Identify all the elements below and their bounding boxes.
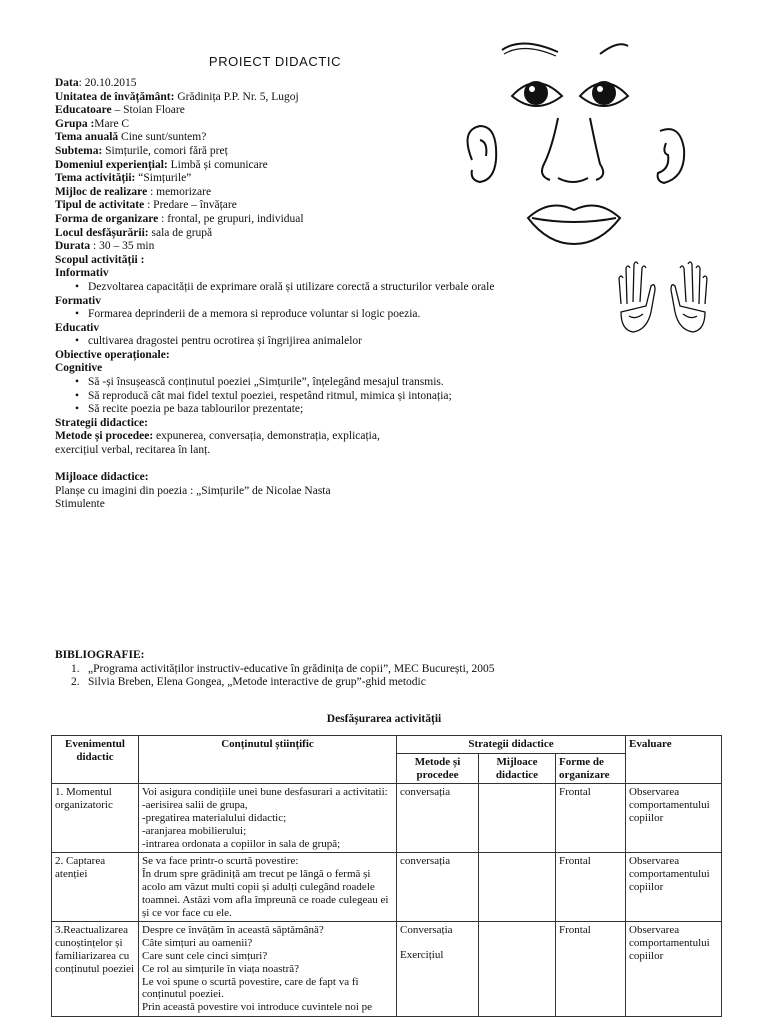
cognitive-item: • Să recite poezia pe baza tablourilor prezentate; <box>55 403 615 417</box>
cell-metode: conversația <box>397 853 479 922</box>
mijloace-line2: Stimulente <box>55 498 105 511</box>
informativ-heading: Informativ <box>55 267 109 280</box>
info-value: Limbă și comunicare <box>167 158 268 171</box>
table-row <box>52 784 722 853</box>
formativ-item: • Formarea deprinderii de a memora si reproduce voluntar si logic poezia. <box>55 308 615 322</box>
cognitive-heading: Cognitive <box>55 362 103 375</box>
info-value: “Simțurile” <box>135 172 192 185</box>
col-eveniment: Evenimentul didactic <box>52 736 139 784</box>
info-value: Mare C <box>94 117 130 130</box>
cell-evaluare: Observarea comportamentului copiilor <box>626 922 722 1017</box>
col-forme: Forme de organizare <box>556 753 626 784</box>
info-row <box>55 118 615 132</box>
info-row <box>55 186 615 200</box>
metode-label: Metode și procedee: <box>55 430 154 443</box>
info-label: Data <box>55 77 79 89</box>
col-strategii: Strategii didactice <box>397 736 626 754</box>
cell-forme: Frontal <box>556 853 626 922</box>
cell-mijloace <box>479 922 556 1017</box>
bibliografie-item: 2. Silvia Breben, Elena Gongea, „Metode interactive de grup”-ghid metodic <box>71 676 426 689</box>
info-label: Tema activității: <box>55 172 136 185</box>
bibliografie-heading: BIBLIOGRAFIE: <box>55 649 145 661</box>
cell-mijloace <box>479 784 556 853</box>
cell-continut: Voi asigura condițiile unei bune desfasurari a activitatii: -aerisirea salii de grupa, -pregatirea materialului didactic; -aranjarea mobilierului; -intrarea ordonata a copiilor in sala de grupă; <box>139 784 397 853</box>
info-row <box>55 199 615 213</box>
activity-table <box>51 735 722 1017</box>
formativ-heading: Formativ <box>55 294 101 307</box>
info-row <box>55 172 615 186</box>
cell-forme: Frontal <box>556 784 626 853</box>
col-continut: Conținutul științific <box>139 736 397 784</box>
info-value: Simțurile, comori fără preț <box>102 144 228 157</box>
project-info <box>55 77 615 512</box>
metode-value: expunerea, conversația, demonstrația, explicația, <box>153 430 380 443</box>
educativ-item: • cultivarea dragostei pentru ocrotirea și îngrijirea animalelor <box>55 335 615 349</box>
info-value: : Predare – învățare <box>144 199 237 212</box>
info-row <box>55 227 615 241</box>
cell-forme: Frontal <box>556 922 626 1017</box>
cell-continut: Despre ce învățăm în această săptămână? Câte simțuri au oamenii? Care sunt cele cinci simțuri? Ce rol au simțurile în viața noastră? Le voi spune o scurtă povestire, care de fapt va fi conținutul poeziei. Prin această povestire voi introduce cuvintele noi pe <box>139 922 397 1017</box>
cell-evaluare: Observarea comportamentului copiilor <box>626 784 722 853</box>
info-row <box>55 240 615 254</box>
info-row <box>55 145 615 159</box>
info-label: Durata <box>55 240 91 253</box>
page-title: PROIECT DIDACTIC <box>208 54 342 69</box>
cognitive-item: • Să reproducă cât mai fidel textul poeziei, respetând ritmul, mimica și intonația; <box>55 390 615 404</box>
info-value: : 30 – 35 min <box>90 240 155 253</box>
info-label: Educatoare <box>55 104 112 117</box>
metode-line <box>55 430 615 444</box>
cell-eveniment: 1. Momentul organizatoric <box>52 784 139 853</box>
info-value: Cine sunt/suntem? <box>118 131 207 144</box>
strategii-heading: Strategii didactice: <box>55 416 148 429</box>
info-value: : memorizare <box>147 185 212 198</box>
mijloace-heading: Mijloace didactice: <box>55 471 149 484</box>
table-row <box>52 853 722 922</box>
info-label: Locul desfășurării: <box>55 226 149 239</box>
info-value: sala de grupă <box>148 226 213 239</box>
info-row <box>55 159 615 173</box>
right-eyebrow <box>600 44 628 54</box>
info-label: Tema anuală <box>55 131 119 144</box>
table-header-row <box>52 736 722 754</box>
cell-metode: Conversația Exercițiul <box>397 922 479 1017</box>
hands-illustration <box>615 260 711 338</box>
info-value: – Stoian Floare <box>111 104 185 117</box>
cell-eveniment: 2. Captarea atenției <box>52 853 139 922</box>
info-label: Domeniul experiențial: <box>55 158 168 171</box>
info-row <box>55 131 615 145</box>
table-title: Desfășurarea activității <box>326 713 442 725</box>
mijloace-line1: Planșe cu imagini din poezia : „Simțurile” de Nicolae Nasta <box>55 484 331 497</box>
info-row <box>55 104 615 118</box>
info-row <box>55 91 615 105</box>
info-label: Mijloc de realizare <box>55 185 148 198</box>
bibliografie-item: 1. „Programa activităților instructiv-educative în grădinița de copii”, MEC București, 2005 <box>71 662 495 675</box>
col-mijloace: Mijloace didactice <box>479 753 556 784</box>
col-metode: Metode și procedee <box>397 753 479 784</box>
info-value: Grădinița P.P. Nr. 5, Lugoj <box>174 90 299 103</box>
cell-metode: conversația <box>397 784 479 853</box>
info-row <box>55 213 615 227</box>
info-label: Grupa : <box>55 117 95 130</box>
cognitive-item: • Să -și însușească conținutul poeziei „Simțurile”, înțelegând mesajul transmis. <box>55 376 615 390</box>
cell-continut: Se va face printr-o scurtă povestire: În drum spre grădiniță am trecut pe lângă o fermă și acolo am văzut multi copii și adulți culegând roadele toamnei. Astăzi vom afla împreună ce roade culegeau ei și ce vor face cu ele. <box>139 853 397 922</box>
educativ-heading: Educativ <box>55 321 100 334</box>
obiective-heading: Obiective operaționale: <box>55 348 170 361</box>
col-evaluare: Evaluare <box>626 736 722 784</box>
informativ-item: • Dezvoltarea capacității de exprimare orală și utilizare corectă a structurilor verbale orale <box>55 281 615 295</box>
info-label: Tipul de activitate <box>55 199 145 212</box>
info-value: : 20.10.2015 <box>78 77 137 89</box>
bibliografie <box>55 649 695 690</box>
info-row <box>55 77 615 91</box>
info-value: : frontal, pe grupuri, individual <box>158 212 304 225</box>
metode-line2: exercițiul verbal, recitarea în lanț. <box>55 444 211 457</box>
cell-mijloace <box>479 853 556 922</box>
info-label: Subtema: <box>55 144 103 157</box>
info-label: Unitatea de învățământ: <box>55 90 175 103</box>
info-label: Forma de organizare <box>55 212 159 225</box>
scop-heading: Scopul activității : <box>55 253 145 266</box>
right-ear <box>650 125 690 195</box>
cell-evaluare: Observarea comportamentului copiilor <box>626 853 722 922</box>
cell-eveniment: 3.Reactualizarea cunoștințelor și familiarizarea cu conținutul poeziei <box>52 922 139 1017</box>
table-row <box>52 922 722 1017</box>
